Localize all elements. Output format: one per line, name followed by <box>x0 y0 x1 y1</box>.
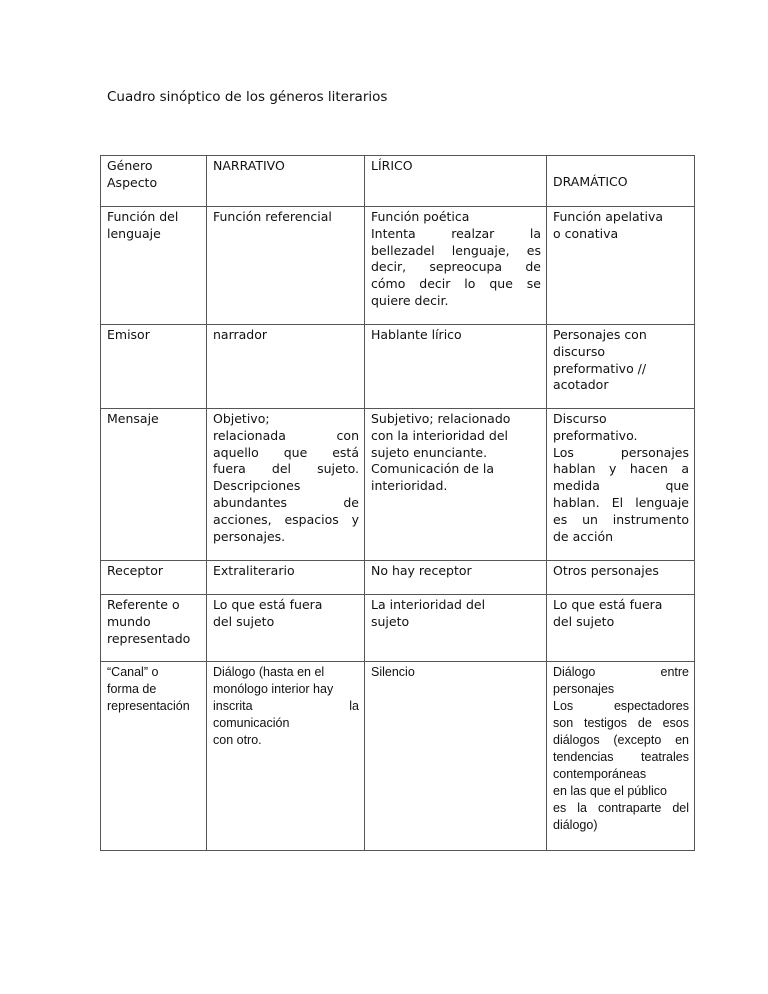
cell-line: diálogo) <box>553 818 598 832</box>
cell-line: Intenta realzar la <box>371 225 541 241</box>
row-narrativo-cell <box>207 561 365 595</box>
header-cell-dramatico <box>547 156 695 207</box>
row-dramatico-cell <box>547 207 695 325</box>
cell-line: acotador <box>553 377 609 393</box>
row-narrativo-cell <box>207 207 365 325</box>
cell-line: inscrita la <box>213 699 359 713</box>
synoptic-table <box>100 155 695 851</box>
row-narrativo-cell <box>207 662 365 851</box>
table-row <box>101 662 695 851</box>
cell-line: relacionada con <box>213 427 359 443</box>
row-narrativo-cell <box>207 595 365 662</box>
cell-line: Referente o <box>107 597 180 612</box>
row-dramatico-cell <box>547 662 695 851</box>
cell-line: Lo que está fuera <box>213 597 323 612</box>
cell-line: Función referencial <box>213 209 332 224</box>
row-lirico-cell <box>365 325 547 409</box>
row-narrativo-cell <box>207 325 365 409</box>
cell-line: Subjetivo; relacionado <box>371 411 511 426</box>
header-cell-narrativo <box>207 156 365 207</box>
cell-line: Función poética <box>371 209 470 224</box>
cell-line: interioridad. <box>371 478 448 494</box>
cell-line: es un instrumento <box>553 511 689 527</box>
cell-line: mundo <box>107 613 151 629</box>
cell-line: discurso <box>553 343 606 359</box>
cell-line: aquello que está <box>213 444 359 460</box>
row-lirico-cell <box>365 561 547 595</box>
cell-line: Descripciones <box>213 478 301 494</box>
header-cell-aspect <box>101 156 207 207</box>
cell-line: diálogos (excepto en <box>553 733 689 747</box>
header-dramatico-label: DRAMÁTICO <box>553 174 628 189</box>
cell-line: Diálogo (hasta en el <box>213 665 325 679</box>
cell-line: La interioridad del <box>371 597 486 612</box>
cell-line: decir, sepreocupa de <box>371 259 541 275</box>
cell-line: abundantes de <box>213 494 359 510</box>
cell-line: de acción <box>553 528 614 544</box>
row-aspect-cell <box>101 409 207 561</box>
row-dramatico-cell <box>547 325 695 409</box>
header-lirico-label: LÍRICO <box>371 158 413 173</box>
cell-line: preformativo. <box>553 427 638 443</box>
cell-line: es la contraparte del <box>553 801 689 815</box>
row-aspect-cell <box>101 561 207 595</box>
cell-line: Discurso <box>553 411 607 426</box>
row-lirico-cell <box>365 207 547 325</box>
cell-line: lenguaje <box>107 225 161 241</box>
header-narrativo-label: NARRATIVO <box>213 158 285 173</box>
cell-line: representación <box>107 699 190 713</box>
row-narrativo-cell <box>207 409 365 561</box>
cell-line: monólogo interior hay <box>213 682 334 696</box>
table-row <box>101 409 695 561</box>
cell-line: “Canal” o <box>107 665 159 679</box>
cell-line: Personajes con <box>553 327 647 342</box>
row-aspect-cell <box>101 595 207 662</box>
cell-line: hablan. El lenguaje <box>553 494 689 510</box>
cell-line: No hay receptor <box>371 563 472 578</box>
header-aspect-line: Aspecto <box>107 174 158 190</box>
cell-line: con otro. <box>213 733 262 747</box>
cell-line: Función apelativa <box>553 209 664 224</box>
row-lirico-cell <box>365 409 547 561</box>
cell-line: comunicación <box>213 716 290 730</box>
cell-line: contemporáneas <box>553 767 647 781</box>
cell-line: hablan y hacen a <box>553 461 689 477</box>
cell-line: son testigos de esos <box>553 716 689 730</box>
cell-line: Silencio <box>371 665 415 679</box>
cell-line: representado <box>107 630 191 646</box>
cell-line: Emisor <box>107 327 150 342</box>
table-row <box>101 207 695 325</box>
cell-line: Otros personajes <box>553 563 659 578</box>
cell-line: preformativo // <box>553 360 647 376</box>
row-lirico-cell <box>365 595 547 662</box>
cell-line: Objetivo; <box>213 411 270 426</box>
cell-line: del sujeto <box>553 613 615 629</box>
cell-line: acciones, espacios y <box>213 511 359 527</box>
cell-line: sujeto enunciante. <box>371 444 488 460</box>
document-title: Cuadro sinóptico de los géneros literarios <box>107 89 388 105</box>
cell-line: Diálogo entre <box>553 665 689 679</box>
cell-line: Receptor <box>107 563 163 578</box>
table-row <box>101 561 695 595</box>
row-aspect-cell <box>101 325 207 409</box>
cell-line: tendencias teatrales <box>553 750 689 764</box>
row-dramatico-cell <box>547 561 695 595</box>
row-dramatico-cell <box>547 595 695 662</box>
table-header-row <box>101 156 695 207</box>
cell-line: Mensaje <box>107 411 159 426</box>
cell-line: Lo que está fuera <box>553 597 663 612</box>
cell-line: medida que <box>553 478 689 494</box>
cell-line: o conativa <box>553 225 619 241</box>
cell-line: Hablante lírico <box>371 327 462 342</box>
cell-line: personajes <box>553 682 615 696</box>
cell-line: Comunicación de la <box>371 461 495 477</box>
cell-line: con la interioridad del <box>371 427 508 443</box>
cell-line: cómo decir lo que se <box>371 276 541 292</box>
cell-line: Función del <box>107 209 179 224</box>
cell-line: sujeto <box>371 613 410 629</box>
cell-line: Extraliterario <box>213 563 295 578</box>
row-dramatico-cell <box>547 409 695 561</box>
table-row <box>101 595 695 662</box>
cell-line: narrador <box>213 327 268 342</box>
row-aspect-cell <box>101 662 207 851</box>
cell-line: forma de <box>107 682 157 696</box>
cell-line: fuera del sujeto. <box>213 461 359 477</box>
cell-line: en las que el público <box>553 784 667 798</box>
header-aspect-line: Género <box>107 158 153 173</box>
cell-line: Los espectadores <box>553 699 689 713</box>
cell-line: quiere decir. <box>371 292 449 308</box>
row-lirico-cell <box>365 662 547 851</box>
cell-line: Los personajes <box>553 444 689 460</box>
header-cell-lirico <box>365 156 547 207</box>
cell-line: personajes. <box>213 528 286 544</box>
cell-line: bellezadel lenguaje, es <box>371 242 541 258</box>
cell-line: del sujeto <box>213 613 275 629</box>
row-aspect-cell <box>101 207 207 325</box>
table-row <box>101 325 695 409</box>
